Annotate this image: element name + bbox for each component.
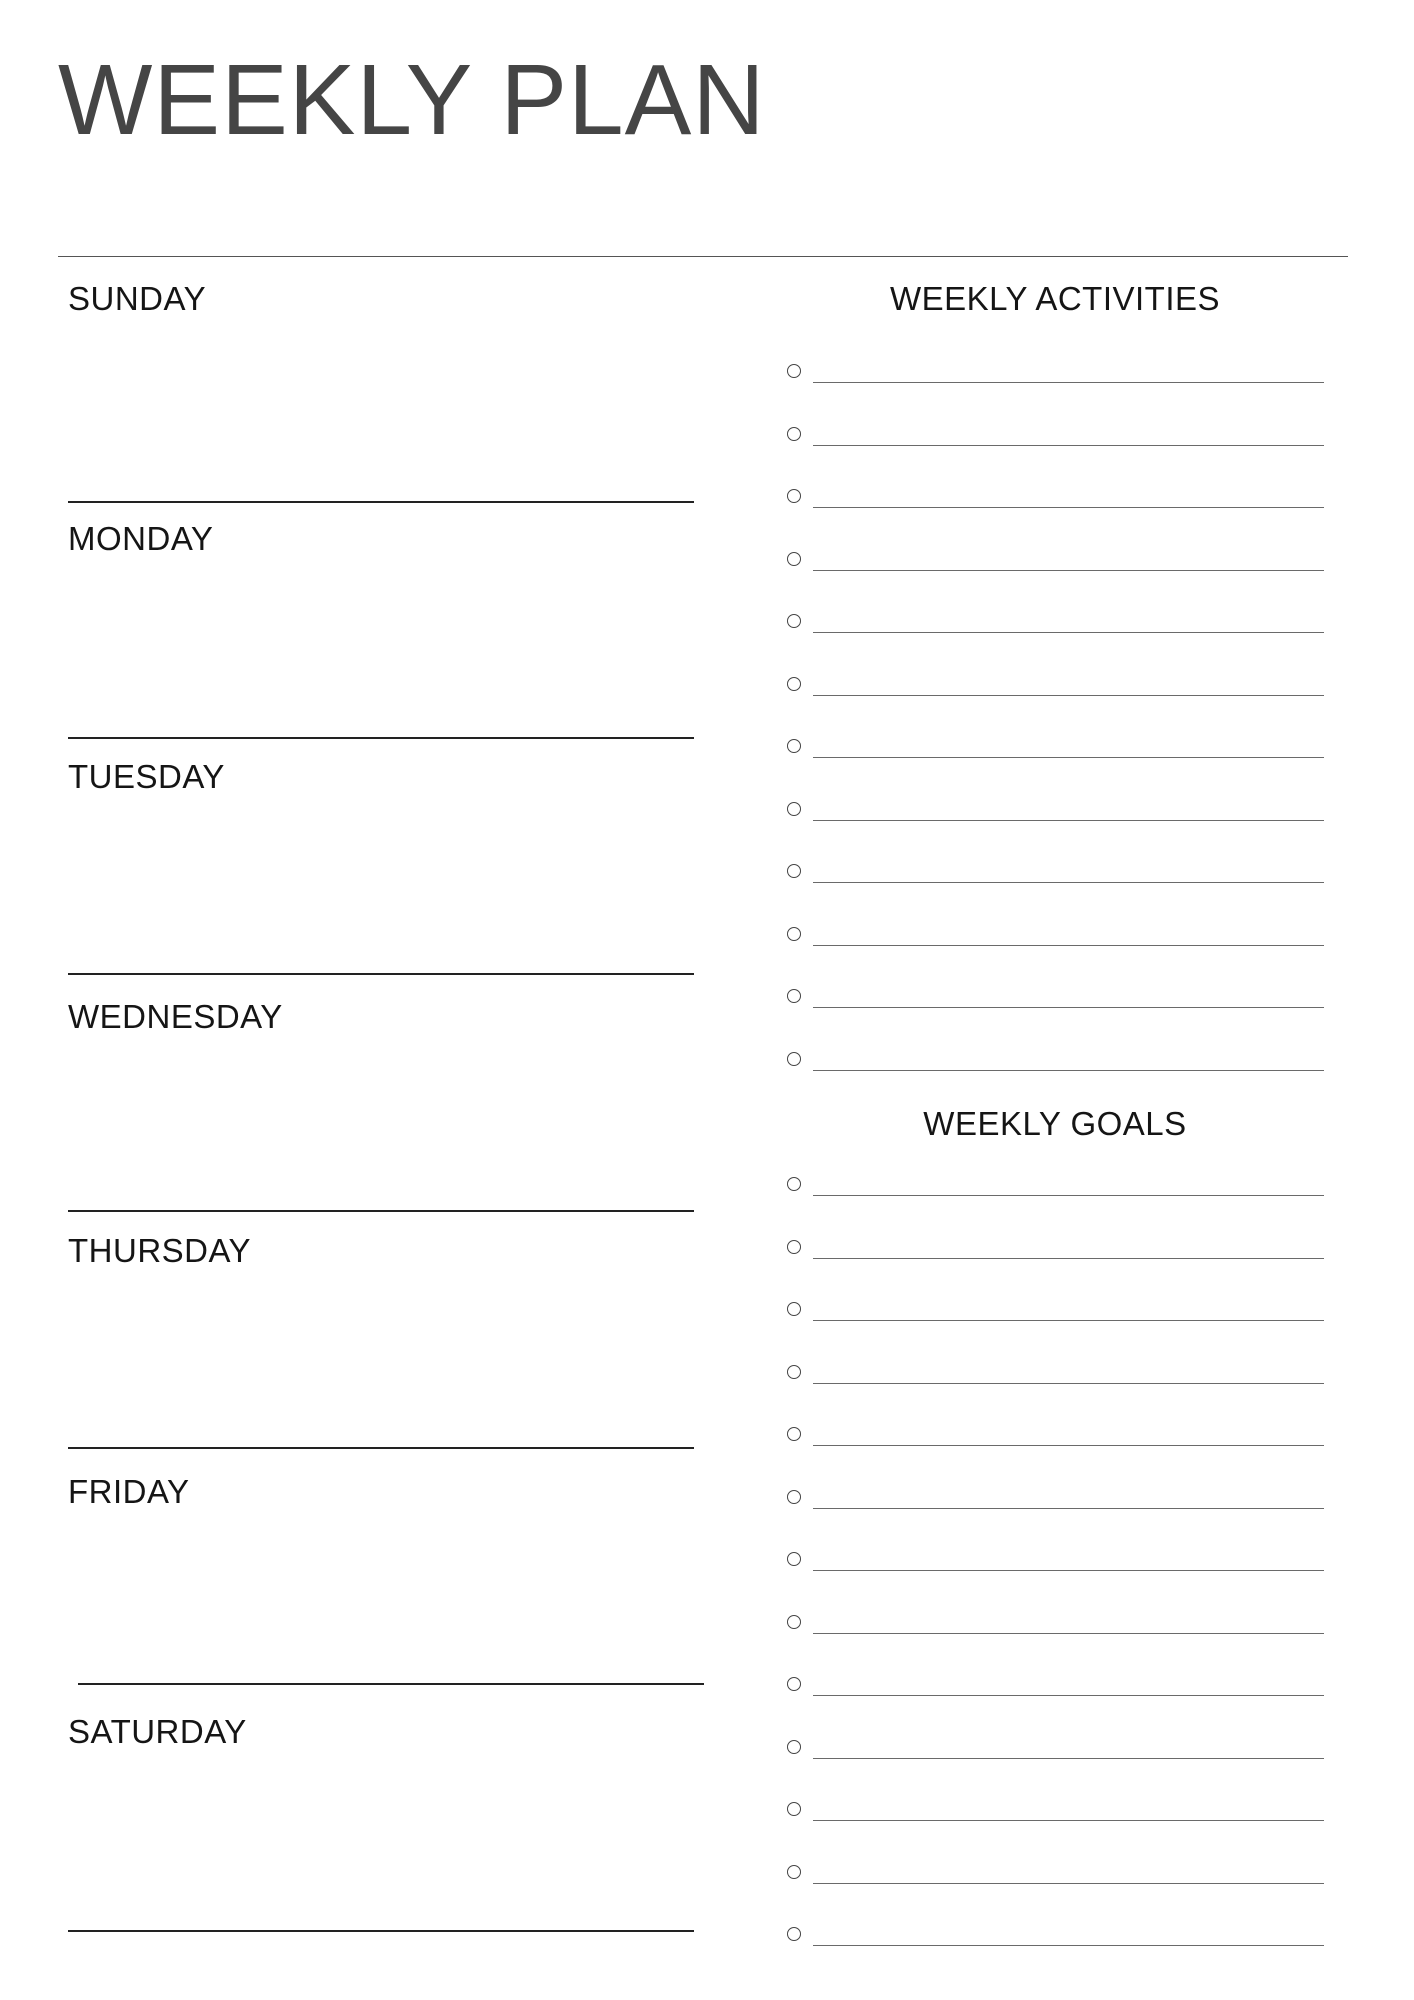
weekly-activity-item[interactable] — [787, 737, 1324, 765]
weekly-goal-write-line[interactable] — [813, 1695, 1324, 1696]
weekly-activity-write-line[interactable] — [813, 882, 1324, 883]
checkbox-circle-icon[interactable] — [787, 1302, 801, 1316]
checkbox-circle-icon[interactable] — [787, 739, 801, 753]
day-write-line-friday[interactable] — [78, 1683, 704, 1685]
weekly-activity-item[interactable] — [787, 550, 1324, 578]
weekly-activity-write-line[interactable] — [813, 632, 1324, 633]
checkbox-circle-icon[interactable] — [787, 552, 801, 566]
day-write-line-sunday[interactable] — [68, 501, 694, 503]
weekly-goal-item[interactable] — [787, 1800, 1324, 1828]
checkbox-circle-icon[interactable] — [787, 927, 801, 941]
day-label-saturday: SATURDAY — [68, 1713, 247, 1750]
weekly-activity-item[interactable] — [787, 362, 1324, 390]
day-label-tuesday: TUESDAY — [68, 758, 225, 795]
weekly-goal-item[interactable] — [787, 1363, 1324, 1391]
checkbox-circle-icon[interactable] — [787, 364, 801, 378]
weekly-goal-write-line[interactable] — [813, 1820, 1324, 1821]
page-title: WEEKLY PLAN — [58, 44, 766, 156]
checkbox-circle-icon[interactable] — [787, 802, 801, 816]
weekly-goal-write-line[interactable] — [813, 1758, 1324, 1759]
weekly-goal-write-line[interactable] — [813, 1508, 1324, 1509]
checkbox-circle-icon[interactable] — [787, 1427, 801, 1441]
checkbox-circle-icon[interactable] — [787, 1927, 801, 1941]
weekly-goal-item[interactable] — [787, 1300, 1324, 1328]
weekly-goal-write-line[interactable] — [813, 1445, 1324, 1446]
weekly-goal-item[interactable] — [787, 1863, 1324, 1891]
day-write-line-monday[interactable] — [68, 737, 694, 739]
checkbox-circle-icon[interactable] — [787, 1615, 801, 1629]
checkbox-circle-icon[interactable] — [787, 1740, 801, 1754]
weekly-goal-write-line[interactable] — [813, 1320, 1324, 1321]
weekly-goal-write-line[interactable] — [813, 1945, 1324, 1946]
day-label-monday: MONDAY — [68, 520, 214, 557]
checkbox-circle-icon[interactable] — [787, 1677, 801, 1691]
weekly-goal-item[interactable] — [787, 1925, 1324, 1953]
day-write-line-tuesday[interactable] — [68, 973, 694, 975]
checkbox-circle-icon[interactable] — [787, 677, 801, 691]
checkbox-circle-icon[interactable] — [787, 1240, 801, 1254]
weekly-activity-write-line[interactable] — [813, 1070, 1324, 1071]
checkbox-circle-icon[interactable] — [787, 427, 801, 441]
weekly-activity-write-line[interactable] — [813, 820, 1324, 821]
day-label-sunday: SUNDAY — [68, 280, 207, 317]
checkbox-circle-icon[interactable] — [787, 489, 801, 503]
checkbox-circle-icon[interactable] — [787, 1177, 801, 1191]
weekly-activity-write-line[interactable] — [813, 507, 1324, 508]
weekly-activity-write-line[interactable] — [813, 570, 1324, 571]
weekly-goal-item[interactable] — [787, 1613, 1324, 1641]
day-write-line-thursday[interactable] — [68, 1447, 694, 1449]
weekly-activity-write-line[interactable] — [813, 945, 1324, 946]
weekly-goal-item[interactable] — [787, 1425, 1324, 1453]
weekly-activity-item[interactable] — [787, 987, 1324, 1015]
weekly-activity-write-line[interactable] — [813, 695, 1324, 696]
weekly-goal-write-line[interactable] — [813, 1570, 1324, 1571]
weekly-goal-item[interactable] — [787, 1238, 1324, 1266]
weekly-goal-write-line[interactable] — [813, 1633, 1324, 1634]
weekly-goal-write-line[interactable] — [813, 1195, 1324, 1196]
checkbox-circle-icon[interactable] — [787, 1552, 801, 1566]
weekly-goal-item[interactable] — [787, 1175, 1324, 1203]
checkbox-circle-icon[interactable] — [787, 864, 801, 878]
weekly-activity-item[interactable] — [787, 425, 1324, 453]
checkbox-circle-icon[interactable] — [787, 989, 801, 1003]
checkbox-circle-icon[interactable] — [787, 1802, 801, 1816]
weekly-activity-write-line[interactable] — [813, 1007, 1324, 1008]
weekly-activity-write-line[interactable] — [813, 445, 1324, 446]
day-label-friday: FRIDAY — [68, 1473, 190, 1510]
weekly-goals-heading: WEEKLY GOALS — [923, 1105, 1187, 1142]
checkbox-circle-icon[interactable] — [787, 1365, 801, 1379]
weekly-goal-item[interactable] — [787, 1738, 1324, 1766]
checkbox-circle-icon[interactable] — [787, 614, 801, 628]
weekly-activity-item[interactable] — [787, 487, 1324, 515]
weekly-activity-write-line[interactable] — [813, 757, 1324, 758]
weekly-activity-item[interactable] — [787, 675, 1324, 703]
weekly-goal-item[interactable] — [787, 1550, 1324, 1578]
day-write-line-wednesday[interactable] — [68, 1210, 694, 1212]
weekly-activity-item[interactable] — [787, 612, 1324, 640]
checkbox-circle-icon[interactable] — [787, 1052, 801, 1066]
weekly-activity-write-line[interactable] — [813, 382, 1324, 383]
weekly-goal-item[interactable] — [787, 1675, 1324, 1703]
weekly-activity-item[interactable] — [787, 1050, 1324, 1078]
day-label-wednesday: WEDNESDAY — [68, 998, 283, 1035]
weekly-goal-item[interactable] — [787, 1488, 1324, 1516]
weekly-activity-item[interactable] — [787, 800, 1324, 828]
day-write-line-saturday[interactable] — [68, 1930, 694, 1932]
checkbox-circle-icon[interactable] — [787, 1865, 801, 1879]
day-label-thursday: THURSDAY — [68, 1232, 252, 1269]
weekly-goal-write-line[interactable] — [813, 1258, 1324, 1259]
weekly-goal-write-line[interactable] — [813, 1383, 1324, 1384]
weekly-activity-item[interactable] — [787, 925, 1324, 953]
weekly-activity-item[interactable] — [787, 862, 1324, 890]
weekly-activities-heading: WEEKLY ACTIVITIES — [889, 280, 1221, 317]
weekly-goal-write-line[interactable] — [813, 1883, 1324, 1884]
checkbox-circle-icon[interactable] — [787, 1490, 801, 1504]
